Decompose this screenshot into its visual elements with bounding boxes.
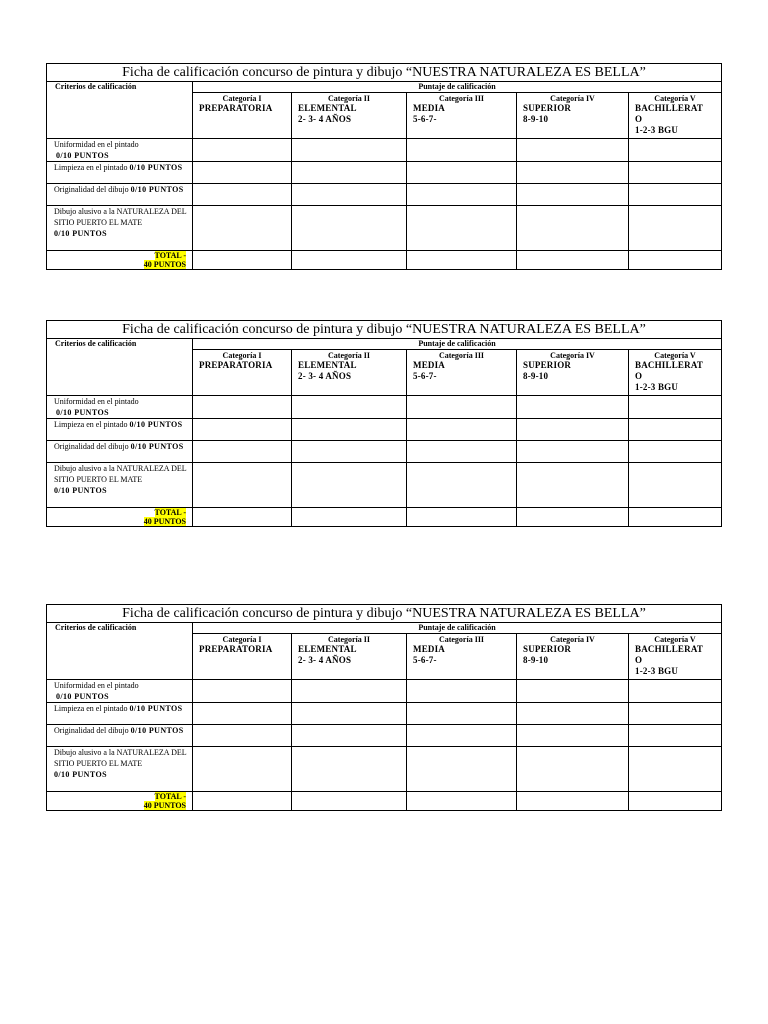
criterion-points: 0/10 PUNTOS (129, 420, 183, 429)
score-cell[interactable] (407, 419, 517, 441)
total-points: 40 PUNTOS (143, 517, 186, 526)
category-name: Categoría III (438, 351, 485, 360)
score-cell[interactable] (407, 441, 517, 463)
criterion-allusive (47, 463, 193, 508)
score-cell[interactable] (629, 725, 722, 747)
score-cell[interactable] (292, 139, 407, 162)
category-3-header (407, 634, 517, 680)
score-cell[interactable] (193, 441, 292, 463)
criteria-header: Criterios de calificación (47, 339, 193, 396)
total-cell[interactable] (193, 792, 292, 811)
total-cell[interactable] (292, 508, 407, 527)
score-cell[interactable] (629, 747, 722, 792)
criterion-points: 0/10 PUNTOS (129, 704, 183, 713)
category-grades: 1-2-3 BGU (635, 666, 679, 676)
total-cell[interactable] (407, 508, 517, 527)
category-name: Categoría V (654, 94, 696, 103)
category-grades: 1-2-3 BGU (635, 125, 679, 135)
category-level: BACHILLERAT (635, 360, 704, 370)
category-4-header (517, 93, 629, 139)
criterion-points: 0/10 PUNTOS (130, 726, 184, 735)
score-cell[interactable] (517, 680, 629, 703)
score-cell[interactable] (407, 747, 517, 792)
category-level: MEDIA (413, 360, 445, 370)
criterion-text: Limpieza en el pintado (54, 163, 128, 172)
category-level-cont: O (635, 114, 643, 124)
score-cell[interactable] (407, 206, 517, 251)
category-grades: 8-9-10 (523, 371, 549, 381)
category-grades: 2- 3- 4 AÑOS (298, 655, 352, 665)
category-grades: 8-9-10 (523, 114, 549, 124)
category-name: Categoría II (328, 635, 370, 644)
score-sheet-3 (46, 604, 721, 811)
score-cell[interactable] (193, 162, 292, 184)
score-cell[interactable] (517, 703, 629, 725)
category-grades: 5-6-7- (413, 114, 437, 124)
category-level-cont: O (635, 655, 643, 665)
criterion-text: Originalidad del dibujo (54, 442, 129, 451)
category-5-header (629, 634, 722, 680)
criterion-points: 0/10 PUNTOS (56, 151, 109, 160)
category-4-header (517, 634, 629, 680)
category-name: Categoría II (328, 94, 370, 103)
score-cell[interactable] (517, 206, 629, 251)
score-cell[interactable] (292, 680, 407, 703)
total-cell[interactable] (629, 251, 722, 270)
total-cell[interactable] (193, 251, 292, 270)
category-level: ELEMENTAL (298, 360, 357, 370)
score-cell[interactable] (517, 184, 629, 206)
total-cell[interactable] (517, 508, 629, 527)
score-cell[interactable] (517, 419, 629, 441)
score-cell[interactable] (629, 184, 722, 206)
score-table (46, 63, 722, 270)
score-cell[interactable] (629, 680, 722, 703)
criterion-text: Uniformidad en el pintado (54, 681, 139, 690)
category-level: PREPARATORIA (199, 103, 273, 113)
category-level: PREPARATORIA (199, 360, 273, 370)
score-cell[interactable] (193, 463, 292, 508)
category-name: Categoría I (222, 635, 262, 644)
category-level-cont: O (635, 371, 643, 381)
score-header: Puntaje de calificación (193, 82, 722, 93)
score-cell[interactable] (517, 396, 629, 419)
category-name: Categoría IV (550, 635, 595, 644)
total-cell[interactable] (517, 792, 629, 811)
score-cell[interactable] (629, 206, 722, 251)
score-cell[interactable] (517, 441, 629, 463)
score-cell[interactable] (193, 396, 292, 419)
criterion-text: Dibujo alusivo a la NATURALEZA DEL SITIO PUERTO EL MATE (54, 207, 187, 227)
criterion-points: 0/10 PUNTOS (129, 163, 183, 172)
score-cell[interactable] (517, 747, 629, 792)
category-level: BACHILLERAT (635, 103, 704, 113)
score-cell[interactable] (629, 139, 722, 162)
criterion-points: 0/10 PUNTOS (54, 770, 107, 779)
category-grades: 5-6-7- (413, 371, 437, 381)
category-name: Categoría II (328, 351, 370, 360)
score-cell[interactable] (292, 396, 407, 419)
total-cell[interactable] (629, 508, 722, 527)
score-cell[interactable] (193, 703, 292, 725)
total-label (47, 251, 193, 270)
category-name: Categoría I (222, 94, 262, 103)
criterion-uniformity (47, 139, 193, 162)
total-cell[interactable] (629, 792, 722, 811)
total-points: 40 PUNTOS (143, 260, 186, 269)
score-header: Puntaje de calificación (193, 339, 722, 350)
total-points: 40 PUNTOS (143, 801, 186, 810)
category-name: Categoría IV (550, 351, 595, 360)
score-cell[interactable] (517, 139, 629, 162)
criterion-text: Uniformidad en el pintado (54, 140, 139, 149)
category-level: MEDIA (413, 644, 445, 654)
score-cell[interactable] (517, 463, 629, 508)
score-table (46, 320, 722, 527)
score-cell[interactable] (407, 463, 517, 508)
score-cell[interactable] (292, 184, 407, 206)
score-cell[interactable] (292, 725, 407, 747)
criterion-text: Limpieza en el pintado (54, 704, 128, 713)
criterion-originality (47, 184, 193, 206)
criterion-points: 0/10 PUNTOS (54, 229, 107, 238)
criterion-cleanliness (47, 703, 193, 725)
category-grades: 2- 3- 4 AÑOS (298, 371, 352, 381)
criterion-text: Dibujo alusivo a la NATURALEZA DEL SITIO PUERTO EL MATE (54, 464, 187, 484)
score-cell[interactable] (407, 725, 517, 747)
score-cell[interactable] (193, 419, 292, 441)
category-5-header (629, 93, 722, 139)
category-5-header (629, 350, 722, 396)
score-sheet-1 (46, 63, 721, 270)
score-cell[interactable] (629, 441, 722, 463)
category-name: Categoría III (438, 94, 485, 103)
category-3-header (407, 93, 517, 139)
score-cell[interactable] (193, 680, 292, 703)
category-name: Categoría V (654, 635, 696, 644)
score-cell[interactable] (407, 139, 517, 162)
criterion-uniformity (47, 680, 193, 703)
criteria-header: Criterios de calificación (47, 82, 193, 139)
category-level: ELEMENTAL (298, 644, 357, 654)
criterion-text: Dibujo alusivo a la NATURALEZA DEL SITIO PUERTO EL MATE (54, 748, 187, 768)
category-4-header (517, 350, 629, 396)
score-cell[interactable] (629, 463, 722, 508)
score-sheet-2 (46, 320, 721, 527)
score-cell[interactable] (193, 184, 292, 206)
category-grades: 8-9-10 (523, 655, 549, 665)
category-3-header (407, 350, 517, 396)
sheet-title: Ficha de calificación concurso de pintura y dibujo “NUESTRA NATURALEZA ES BELLA” (47, 64, 722, 82)
criteria-header: Criterios de calificación (47, 623, 193, 680)
score-cell[interactable] (407, 680, 517, 703)
score-cell[interactable] (292, 703, 407, 725)
category-1-header (193, 350, 292, 396)
criterion-text: Uniformidad en el pintado (54, 397, 139, 406)
category-level: ELEMENTAL (298, 103, 357, 113)
score-cell[interactable] (407, 162, 517, 184)
score-cell[interactable] (517, 162, 629, 184)
total-cell[interactable] (407, 792, 517, 811)
criterion-allusive (47, 747, 193, 792)
category-2-header (292, 93, 407, 139)
score-cell[interactable] (407, 396, 517, 419)
category-2-header (292, 634, 407, 680)
criterion-text: Originalidad del dibujo (54, 185, 129, 194)
total-cell[interactable] (193, 508, 292, 527)
category-grades: 2- 3- 4 AÑOS (298, 114, 352, 124)
sheet-title: Ficha de calificación concurso de pintura y dibujo “NUESTRA NATURALEZA ES BELLA” (47, 605, 722, 623)
category-grades: 1-2-3 BGU (635, 382, 679, 392)
score-table (46, 604, 722, 811)
score-cell[interactable] (629, 396, 722, 419)
category-grades: 5-6-7- (413, 655, 437, 665)
category-level: SUPERIOR (523, 360, 572, 370)
criterion-points: 0/10 PUNTOS (56, 408, 109, 417)
criterion-allusive (47, 206, 193, 251)
criterion-originality (47, 441, 193, 463)
score-cell[interactable] (629, 419, 722, 441)
criterion-points: 0/10 PUNTOS (130, 185, 184, 194)
category-2-header (292, 350, 407, 396)
category-level: SUPERIOR (523, 103, 572, 113)
score-cell[interactable] (292, 419, 407, 441)
total-label (47, 792, 193, 811)
score-cell[interactable] (629, 162, 722, 184)
total-cell[interactable] (292, 792, 407, 811)
category-name: Categoría III (438, 635, 485, 644)
score-cell[interactable] (193, 206, 292, 251)
total-text: TOTAL - (154, 792, 186, 801)
criterion-points: 0/10 PUNTOS (130, 442, 184, 451)
score-cell[interactable] (193, 725, 292, 747)
category-name: Categoría IV (550, 94, 595, 103)
score-cell[interactable] (292, 441, 407, 463)
score-cell[interactable] (517, 725, 629, 747)
criterion-points: 0/10 PUNTOS (54, 486, 107, 495)
sheet-title: Ficha de calificación concurso de pintura y dibujo “NUESTRA NATURALEZA ES BELLA” (47, 321, 722, 339)
criterion-text: Originalidad del dibujo (54, 726, 129, 735)
category-level: SUPERIOR (523, 644, 572, 654)
score-cell[interactable] (193, 747, 292, 792)
criterion-cleanliness (47, 162, 193, 184)
criterion-uniformity (47, 396, 193, 419)
total-cell[interactable] (517, 251, 629, 270)
criterion-points: 0/10 PUNTOS (56, 692, 109, 701)
score-cell[interactable] (629, 703, 722, 725)
total-text: TOTAL - (154, 508, 186, 517)
category-1-header (193, 93, 292, 139)
category-level: BACHILLERAT (635, 644, 704, 654)
score-cell[interactable] (292, 206, 407, 251)
total-label (47, 508, 193, 527)
score-cell[interactable] (292, 162, 407, 184)
total-cell[interactable] (407, 251, 517, 270)
score-header: Puntaje de calificación (193, 623, 722, 634)
category-1-header (193, 634, 292, 680)
category-name: Categoría I (222, 351, 262, 360)
score-cell[interactable] (292, 463, 407, 508)
category-level: PREPARATORIA (199, 644, 273, 654)
criterion-cleanliness (47, 419, 193, 441)
criterion-text: Limpieza en el pintado (54, 420, 128, 429)
total-cell[interactable] (292, 251, 407, 270)
score-cell[interactable] (292, 747, 407, 792)
score-cell[interactable] (193, 139, 292, 162)
total-text: TOTAL - (154, 251, 186, 260)
score-cell[interactable] (407, 703, 517, 725)
category-name: Categoría V (654, 351, 696, 360)
score-cell[interactable] (407, 184, 517, 206)
criterion-originality (47, 725, 193, 747)
category-level: MEDIA (413, 103, 445, 113)
